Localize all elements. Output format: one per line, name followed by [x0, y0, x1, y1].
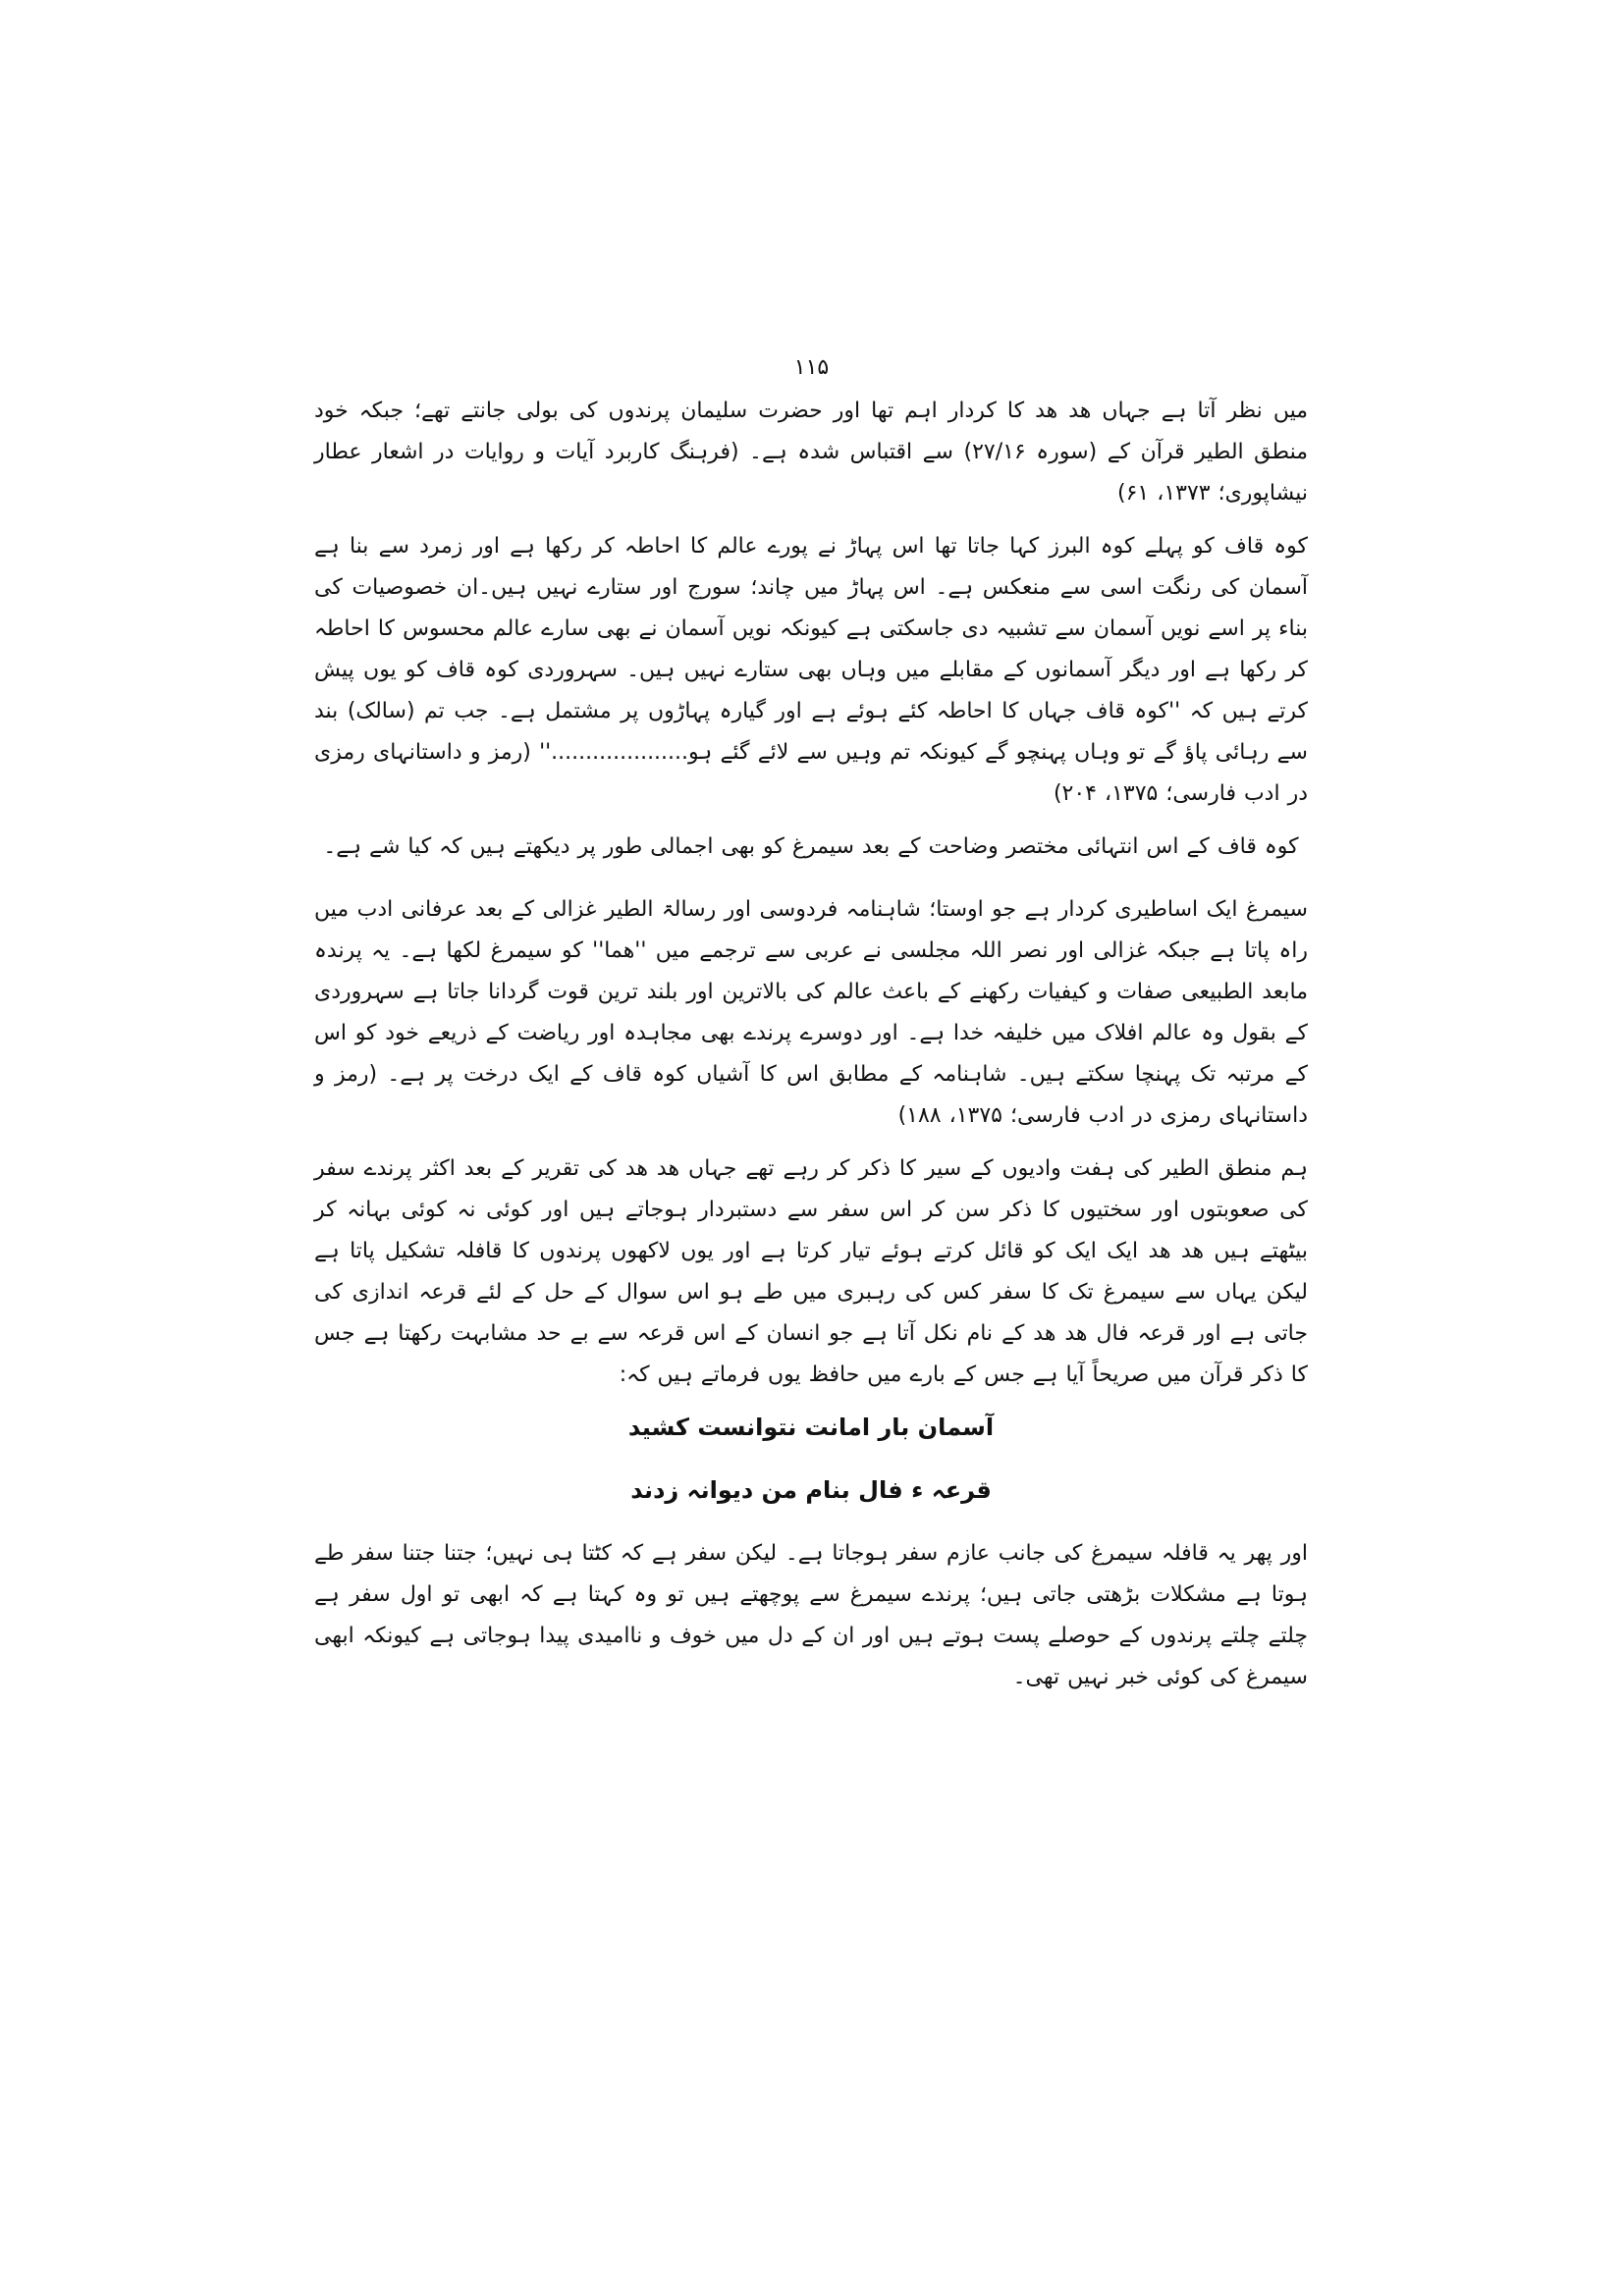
paragraph-simurgh-transition: کوہ قاف کے اس انتہائی مختصر وضاحت کے بعد سیمرغ کو بھی اجمالی طور پر دیکھتے ہیں کہ کیا شے ہے۔ — [323, 834, 1299, 859]
verse-line-2: قرعہ ء فال بنام من دیوانہ زدند — [630, 1476, 992, 1504]
verse-line-1: آسمان بار امانت نتوانست کشید — [627, 1414, 995, 1441]
page-body — [314, 391, 1308, 1710]
paragraph-journey-continues: اور پھر یہ قافلہ سیمرغ کی جانب عازم سفر ہوجاتا ہے۔ لیکن سفر ہے کہ کٹتا ہی نہیں؛ جتنا جتنا سفر طے ہوتا ہے مشکلات بڑھتی جاتی ہیں؛ پرندے سیمرغ سے پوچھتے ہیں تو وہ کہتا ہے کہ ابھی تو اول سفر ہے چلتے چلتے پرندوں کے حوصلے پست ہوتے ہیں اور ان کے دل میں خوف و ناامیدی پیدا ہوجاتی ہے کیونکہ ابھی سیمرغ کی کوئی خبر نہیں تھی۔ — [314, 1541, 1308, 1689]
paragraph-seven-valleys: ہم منطق الطیر کی ہفت وادیوں کے سیر کا ذکر کر رہے تھے جہاں ھد ھد کی تقریر کے بعد اکثر پرندے سفر کی صعوبتوں اور سختیوں کا ذکر سن کر اس سفر سے دستبردار ہوجاتے ہیں اور کوئی نہ کوئی بہانہ کر بیٹھتے ہیں ھد ھد ایک ایک کو قائل کرتے ہوئے تیار کرتا ہے اور یوں لاکھوں پرندوں کا قافلہ تشکیل پاتا ہے لیکن یہاں سے سیمرغ تک کا سفر کس کی رہبری میں طے ہو اس سوال کے حل کے لئے قرعہ اندازی کی جاتی ہے اور قرعہ فال ھد ھد کے نام نکل آتا ہے جو انسان کے اس قرعہ سے بے حد مشابہت رکھتا ہے جس کا ذکر قرآن میں صریحاً آیا ہے جس کے بارے میں حافظ یوں فرماتے ہیں کہ: — [314, 1156, 1308, 1387]
paragraph-simurgh-description: سیمرغ ایک اساطیری کردار ہے جو اوستا؛ شاہنامہ فردوسی اور رسالۃ الطیر غزالی کے بعد عرفانی ادب میں راہ پاتا ہے جبکہ غزالی اور نصر اللہ مجلسی نے عربی سے ترجمے میں ''ھما'' کو سیمرغ لکھا ہے۔ یہ پرندہ مابعد الطبیعی صفات و کیفیات رکھنے کے باعث عالم کی بالاترین اور بلند ترین قوت گردانا جاتا ہے سہروردی کے بقول وہ عالم افلاک میں خلیفہ خدا ہے۔ اور دوسرے پرندے بھی مجاہدہ اور ریاضت کے ذریعے خود کو اس کے مرتبہ تک پہنچا سکتے ہیں۔ شاہنامہ کے مطابق اس کا آشیاں کوہ قاف کے ایک درخت پر ہے۔ (رمز و داستانہای رمزی در ادب فارسی؛ ۱۳۷۵، ۱۸۸) — [314, 897, 1308, 1128]
paragraph-koh-qaf-description: کوہ قاف کو پہلے کوہ البرز کہا جاتا تھا اس پہاڑ نے پورے عالم کا احاطہ کر رکھا ہے اور زمرد سے بنا ہے آسمان کی رنگت اسی سے منعکس ہے۔ اس پہاڑ میں چاند؛ سورج اور ستارے نہیں ہیں۔ان خصوصیات کی بناء پر اسے نویں آسمان سے تشبیہ دی جاسکتی ہے کیونکہ نویں آسمان نے بھی سارے عالم محسوس کا احاطہ کر رکھا ہے اور دیگر آسمانوں کے مقابلے میں وہاں بھی ستارے نہیں ہیں۔ سہروردی کوہ قاف کو یوں پیش کرتے ہیں کہ ''کوہ قاف جہاں کا احاطہ کئے ہوئے ہے اور گیارہ پہاڑوں پر مشتمل ہے۔ جب تم (سالک) بند سے رہائی پاؤ گے تو وہاں پہنچو گے کیونکہ تم وہیں سے لائے گئے ہو....................'' (رمز و داستانہای رمزی در ادب فارسی؛ ۱۳۷۵، ۲۰۴) — [314, 534, 1308, 806]
page-number: ۱۱۵ — [793, 355, 830, 380]
paragraph-hoopoe-mantiq-intro: میں نظر آتا ہے جہاں ھد ھد کا کردار اہم تھا اور حضرت سلیمان پرندوں کی بولی جانتے تھے؛ جبکہ خود منطق الطیر قرآن کے (سورہ ۲۷/۱۶) سے اقتباس شدہ ہے۔ (فرہنگ کاربرد آیات و روایات در اشعار عطار نیشاپوری؛ ۱۳۷۳، ۶۱) — [314, 399, 1308, 506]
